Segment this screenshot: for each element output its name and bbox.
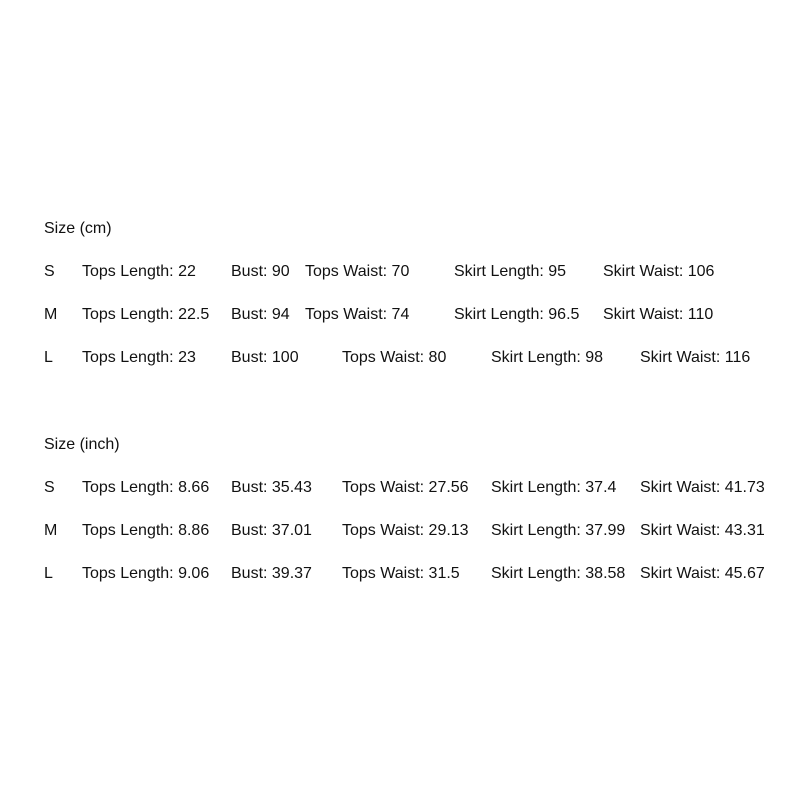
tops-waist: Tops Waist: 27.56 xyxy=(342,479,469,496)
section-title-inch: Size (inch) xyxy=(44,436,120,453)
size-row-m-cm xyxy=(44,305,784,325)
tops-length: Tops Length: 22.5 xyxy=(82,306,210,323)
size-label: S xyxy=(44,479,55,496)
skirt-waist: Skirt Waist: 41.73 xyxy=(640,479,765,496)
bust: Bust: 90 xyxy=(231,263,290,280)
skirt-length: Skirt Length: 37.99 xyxy=(491,522,626,539)
bust: Bust: 35.43 xyxy=(231,479,312,496)
tops-waist: Tops Waist: 74 xyxy=(305,306,410,323)
size-row-l-inch xyxy=(44,564,784,584)
size-label: M xyxy=(44,306,58,323)
size-row-m-inch xyxy=(44,521,784,541)
size-row-l-cm xyxy=(44,348,784,368)
skirt-waist: Skirt Waist: 116 xyxy=(640,349,751,366)
tops-waist: Tops Waist: 70 xyxy=(305,263,410,280)
skirt-waist: Skirt Waist: 106 xyxy=(603,263,715,280)
tops-waist: Tops Waist: 29.13 xyxy=(342,522,469,539)
size-row-s-cm xyxy=(44,262,784,282)
skirt-length: Skirt Length: 38.58 xyxy=(491,565,626,582)
skirt-length: Skirt Length: 98 xyxy=(491,349,604,366)
tops-length: Tops Length: 22 xyxy=(82,263,196,280)
size-label: M xyxy=(44,522,58,539)
bust: Bust: 100 xyxy=(231,349,299,366)
bust: Bust: 39.37 xyxy=(231,565,312,582)
skirt-length: Skirt Length: 95 xyxy=(454,263,567,280)
tops-length: Tops Length: 8.66 xyxy=(82,479,210,496)
skirt-waist: Skirt Waist: 110 xyxy=(603,306,714,323)
tops-waist: Tops Waist: 80 xyxy=(342,349,447,366)
size-label: L xyxy=(44,565,53,582)
bust: Bust: 94 xyxy=(231,306,290,323)
tops-length: Tops Length: 9.06 xyxy=(82,565,210,582)
size-label: S xyxy=(44,263,55,280)
size-section-inch xyxy=(44,435,784,584)
section-title-cm: Size (cm) xyxy=(44,220,112,237)
bust: Bust: 37.01 xyxy=(231,522,312,539)
size-section-cm xyxy=(44,219,784,368)
skirt-waist: Skirt Waist: 43.31 xyxy=(640,522,765,539)
skirt-waist: Skirt Waist: 45.67 xyxy=(640,565,765,582)
tops-length: Tops Length: 8.86 xyxy=(82,522,210,539)
size-label: L xyxy=(44,349,53,366)
skirt-length: Skirt Length: 96.5 xyxy=(454,306,580,323)
skirt-length: Skirt Length: 37.4 xyxy=(491,479,617,496)
tops-length: Tops Length: 23 xyxy=(82,349,196,366)
tops-waist: Tops Waist: 31.5 xyxy=(342,565,460,582)
size-row-s-inch xyxy=(44,478,784,498)
